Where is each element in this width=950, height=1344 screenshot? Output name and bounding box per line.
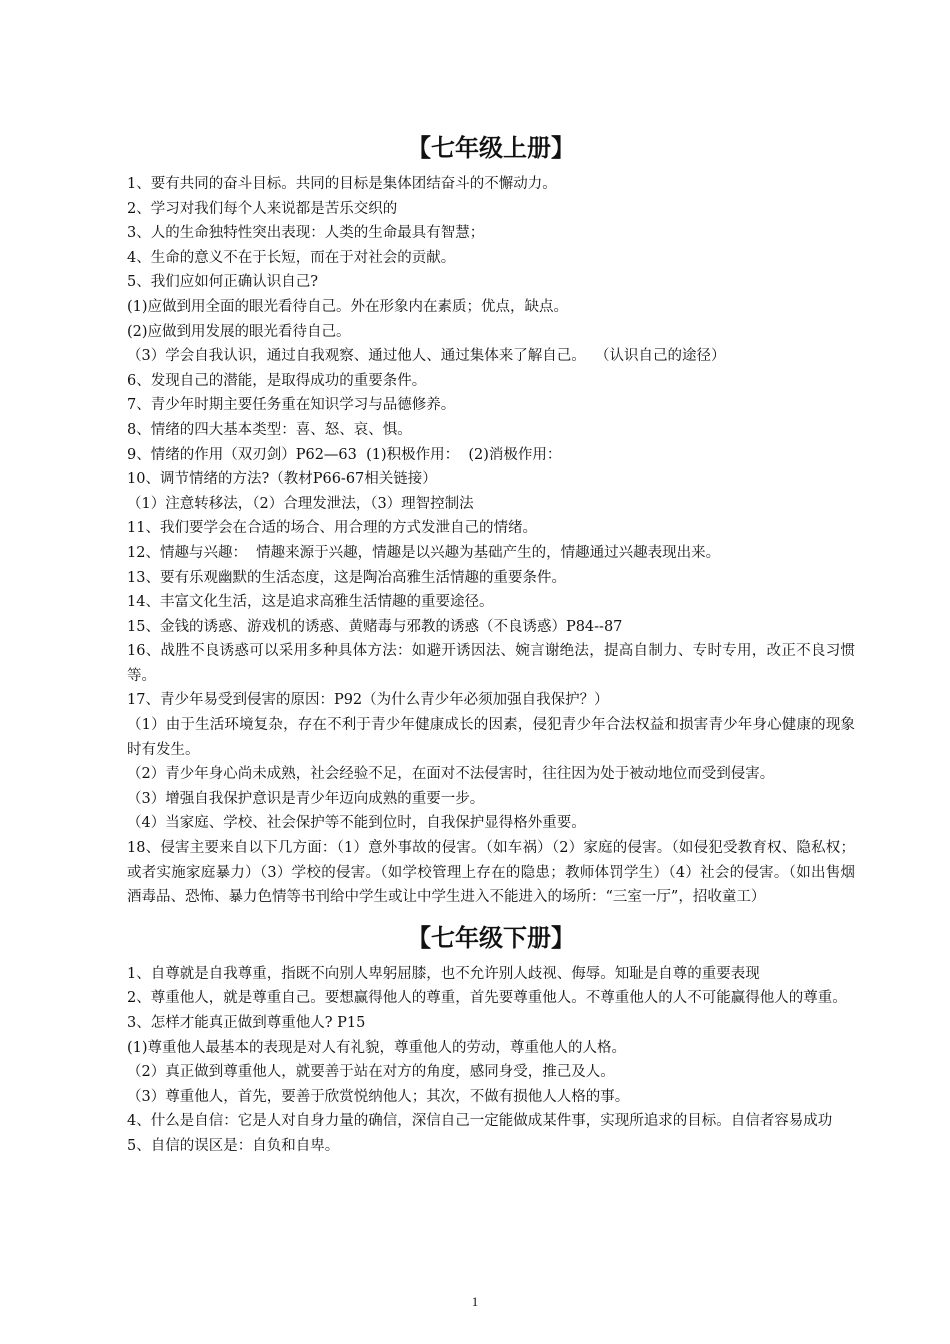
paragraph: 3、人的生命独特性突出表现：人类的生命最具有智慧； xyxy=(127,225,485,242)
paragraph: （1）由于生活环境复杂，存在不利于青少年健康成长的因素，侵犯青少年合法权益和损害青少年身心健康的现象时有发生。 xyxy=(127,717,855,758)
paragraph: （2）真正做到尊重他人，就要善于站在对方的角度，感同身受，推己及人。 xyxy=(127,1064,615,1081)
paragraph: (2)应做到用发展的眼光看待自己。 xyxy=(127,323,351,340)
paragraph: （3）尊重他人，首先，要善于欣赏悦纳他人；其次，不做有损他人人格的事。 xyxy=(127,1088,630,1105)
paragraph: 14、丰富文化生活，这是追求高雅生活情趣的重要途径。 xyxy=(127,594,494,611)
paragraph: 2、尊重他人，就是尊重自己。要想赢得他人的尊重，首先要尊重他人。不尊重他人的人不可能赢得他人的尊重。 xyxy=(127,990,847,1007)
paragraph: (1)尊重他人最基本的表现是对人有礼貌，尊重他人的劳动，尊重他人的人格。 xyxy=(127,1039,627,1056)
paragraph: 1、自尊就是自我尊重，指既不向别人卑躬屈膝，也不允许别人歧视、侮辱。知耻是自尊的重要表现 xyxy=(127,965,760,982)
paragraph: 9、情绪的作用（双刃剑）P62—63 (1)积极作用： (2)消极作用： xyxy=(127,446,562,463)
section-grade7-upper xyxy=(127,172,855,910)
page-number: 1 xyxy=(471,1294,479,1309)
paragraph: 8、情绪的四大基本类型：喜、怒、哀、惧。 xyxy=(127,421,412,438)
paragraph: （3）增强自我保护意识是青少年迈向成熟的重要一步。 xyxy=(127,790,485,807)
paragraph: 17、青少年易受到侵害的原因：P92（为什么青少年必须加强自我保护？） xyxy=(127,692,609,709)
paragraph: 5、自信的误区是：自负和自卑。 xyxy=(127,1137,340,1154)
document-body xyxy=(127,130,855,1159)
paragraph: 10、调节情绪的方法?（教材P66-67相关链接） xyxy=(127,471,437,488)
paragraph: （2）青少年身心尚未成熟，社会经验不足，在面对不法侵害时，往往因为处于被动地位而受到侵害。 xyxy=(127,766,775,783)
paragraph: 2、学习对我们每个人来说都是苦乐交织的 xyxy=(127,200,398,217)
paragraph: 12、情趣与兴趣： 情趣来源于兴趣，情趣是以兴趣为基础产生的，情趣通过兴趣表现出来。 xyxy=(127,544,721,561)
section-title-grade7-lower: 【七年级下册】 xyxy=(407,923,575,952)
paragraph: 7、青少年时期主要任务重在知识学习与品德修养。 xyxy=(127,397,456,414)
paragraph: 15、金钱的诱惑、游戏机的诱惑、黄赌毒与邪教的诱惑（不良诱惑）P84--87 xyxy=(127,618,623,635)
paragraph: （1）注意转移法，（2）合理发泄法，（3）理智控制法 xyxy=(127,495,474,512)
section-grade7-lower xyxy=(127,962,855,1159)
section-title-grade7-upper: 【七年级上册】 xyxy=(407,134,575,162)
paragraph: （3）学会自我认识，通过自我观察、通过他人、通过集体来了解自己。 （认识自己的途径） xyxy=(127,348,726,365)
paragraph: 4、生命的意义不在于长短，而在于对社会的贡献。 xyxy=(127,249,456,266)
paragraph: 3、怎样才能真正做到尊重他人? P15 xyxy=(127,1015,366,1031)
paragraph: 5、我们应如何正确认识自己? xyxy=(127,274,318,291)
paragraph: 6、发现自己的潜能，是取得成功的重要条件。 xyxy=(127,372,427,389)
paragraph: 4、什么是自信：它是人对自身力量的确信，深信自己一定能做成某件事，实现所追求的目标。自信者容易成功 xyxy=(127,1113,833,1130)
paragraph: （4）当家庭、学校、社会保护等不能到位时，自我保护显得格外重要。 xyxy=(127,815,586,832)
paragraph: 16、战胜不良诱惑可以采用多种具体方法：如避开诱因法、婉言谢绝法，提高自制力、专时专用，改正不良习惯等。 xyxy=(127,643,855,684)
paragraph: 13、要有乐观幽默的生活态度，这是陶冶高雅生活情趣的重要条件。 xyxy=(127,569,566,586)
paragraph: 18、侵害主要来自以下几方面：（1）意外事故的侵害。（如车祸）（2）家庭的侵害。（如侵犯受教育权、隐私权；或者实施家庭暴力）（3）学校的侵害。（如学校管理上存在的隐患；教师体罚学生）（4）社会的侵害。（如出售烟酒毒品、恐怖、暴力色情等书刊给中学生或让中学生进入不能进入的场所：“三室一厅”，招收童工） xyxy=(127,840,855,906)
paragraph: 1、要有共同的奋斗目标。共同的目标是集体团结奋斗的不懈动力。 xyxy=(127,176,557,192)
paragraph: 11、我们要学会在合适的场合、用合理的方式发泄自己的情绪。 xyxy=(127,520,537,537)
paragraph: (1)应做到用全面的眼光看待自己。外在形象内在素质；优点，缺点。 xyxy=(127,298,569,315)
